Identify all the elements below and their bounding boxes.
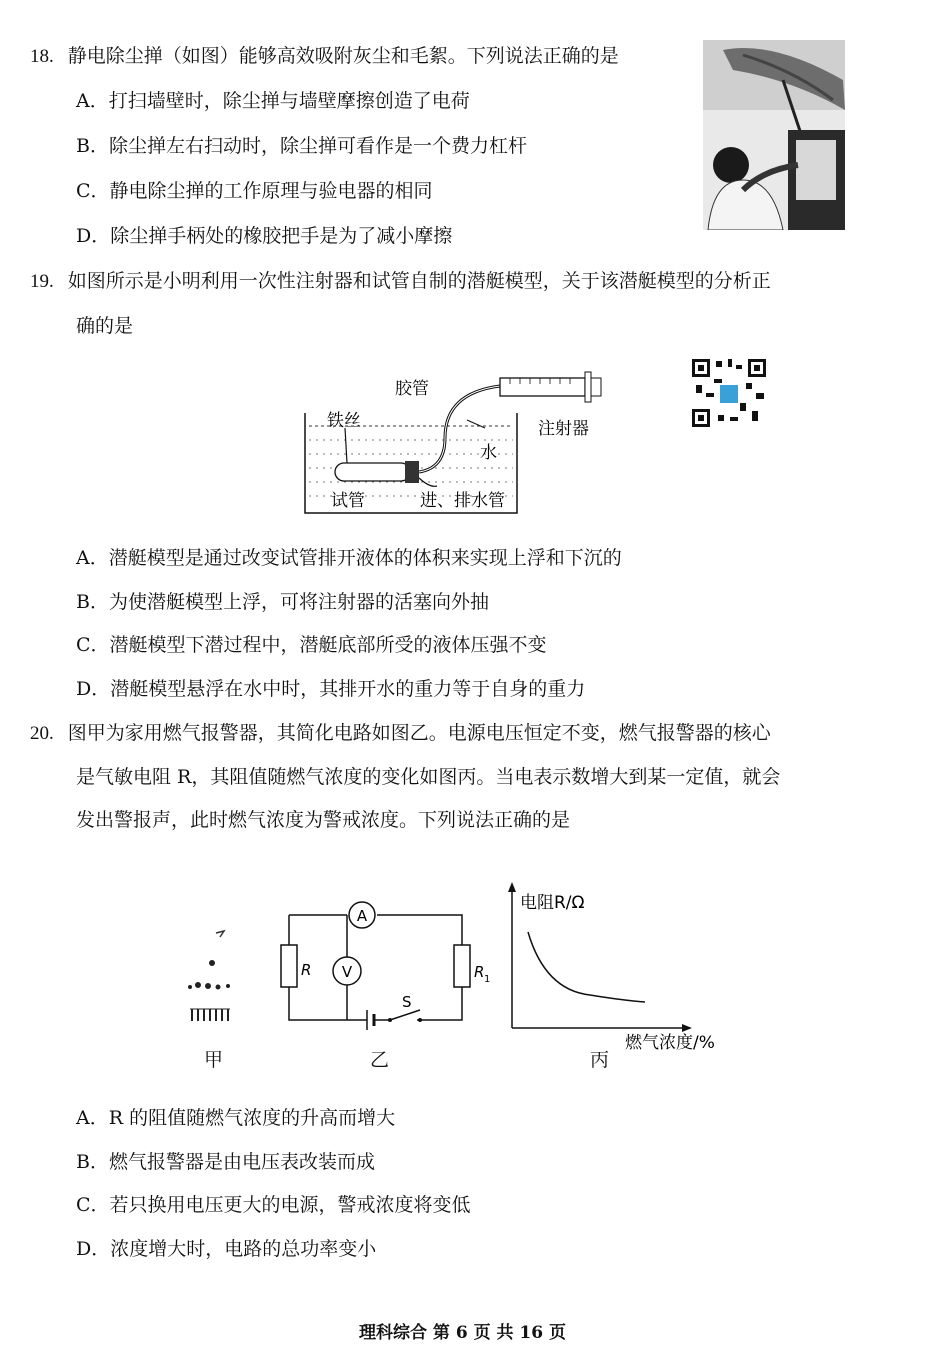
ammeter-label: A xyxy=(356,907,368,925)
q18-option-c: C．静电除尘掸的工作原理与验电器的相同 xyxy=(76,180,433,202)
q19-option-a: A．潜艇模型是通过改变试管排开液体的体积来实现上浮和下沉的 xyxy=(76,547,622,569)
syringe-label: 注射器 xyxy=(538,419,589,439)
voltmeter-label: V xyxy=(341,963,353,981)
q19-option-b: B．为使潜艇模型上浮，可将注射器的活塞向外抽 xyxy=(76,591,489,613)
q20-stem-line2: 是气敏电阻 R，其阻值随燃气浓度的变化如图丙。当电表示数增大到某一定值，就会 xyxy=(76,766,781,788)
q20-stem-line1: 图甲为家用燃气报警器，其简化电路如图乙。电源电压恒定不变，燃气报警器的核心 xyxy=(67,722,771,744)
q20-option-b: B．燃气报警器是由电压表改装而成 xyxy=(76,1151,375,1173)
water-label: 水 xyxy=(480,443,497,463)
resistor-r1-subscript: 1 xyxy=(484,974,491,985)
gas-alarm-device-figure xyxy=(178,925,248,1025)
resistor-r-label: R xyxy=(301,961,312,979)
q20-option-a: A．R 的阻值随燃气浓度的升高而增大 xyxy=(76,1107,396,1129)
fig-a-label: 甲 xyxy=(204,1049,224,1071)
circuit-diagram-figure xyxy=(272,895,502,1035)
q19-stem-line2: 确的是 xyxy=(76,315,134,337)
q18-option-b: B．除尘掸左右扫动时，除尘掸可看作是一个费力杠杆 xyxy=(76,135,527,157)
resistor-r1-label: R xyxy=(474,963,485,981)
q19-stem xyxy=(30,269,771,294)
wire-label: 铁丝 xyxy=(327,411,361,431)
fig-b-label: 乙 xyxy=(370,1049,390,1071)
switch-label: S xyxy=(402,993,412,1011)
qr-code xyxy=(690,357,768,429)
q19-number: 19. xyxy=(30,271,54,292)
q20-stem xyxy=(30,721,771,746)
hose-label: 胶管 xyxy=(395,379,429,399)
q20-option-d: D．浓度增大时，电路的总功率变小 xyxy=(76,1238,377,1260)
q20-number: 20. xyxy=(30,723,54,744)
resistance-concentration-graph xyxy=(500,880,760,1055)
y-axis-label: 电阻R/Ω xyxy=(520,893,585,913)
q18-stem xyxy=(30,44,619,69)
q19-option-c: C．潜艇模型下潜过程中，潜艇底部所受的液体压强不变 xyxy=(76,634,547,656)
fig-c-label: 丙 xyxy=(590,1049,610,1071)
submarine-model-figure xyxy=(295,368,615,520)
q18-option-d: D．除尘掸手柄处的橡胶把手是为了减小摩擦 xyxy=(76,225,453,247)
q18-option-a: A．打扫墙壁时，除尘掸与墙壁摩擦创造了电荷 xyxy=(76,90,470,112)
resistance-curve xyxy=(528,932,645,1002)
tube-label: 试管 xyxy=(331,491,365,511)
page-footer: 理科综合 第 6 页 共 16 页 xyxy=(359,1323,566,1343)
duster-photo xyxy=(703,40,845,230)
q19-stem-line1: 如图所示是小明利用一次性注射器和试管自制的潜艇模型，关于该潜艇模型的分析正 xyxy=(67,270,771,292)
drain-label: 进、排水管 xyxy=(420,491,505,511)
q20-option-c: C．若只换用电压更大的电源，警戒浓度将变低 xyxy=(76,1194,471,1216)
q19-option-d: D．潜艇模型悬浮在水中时，其排开水的重力等于自身的重力 xyxy=(76,678,586,700)
q20-stem-line3: 发出警报声，此时燃气浓度为警戒浓度。下列说法正确的是 xyxy=(76,809,571,831)
x-axis-label: 燃气浓度/% xyxy=(625,1033,715,1053)
q18-number: 18. xyxy=(30,46,54,67)
q18-stem-text: 静电除尘掸（如图）能够高效吸附灰尘和毛絮。下列说法正确的是 xyxy=(67,45,619,67)
